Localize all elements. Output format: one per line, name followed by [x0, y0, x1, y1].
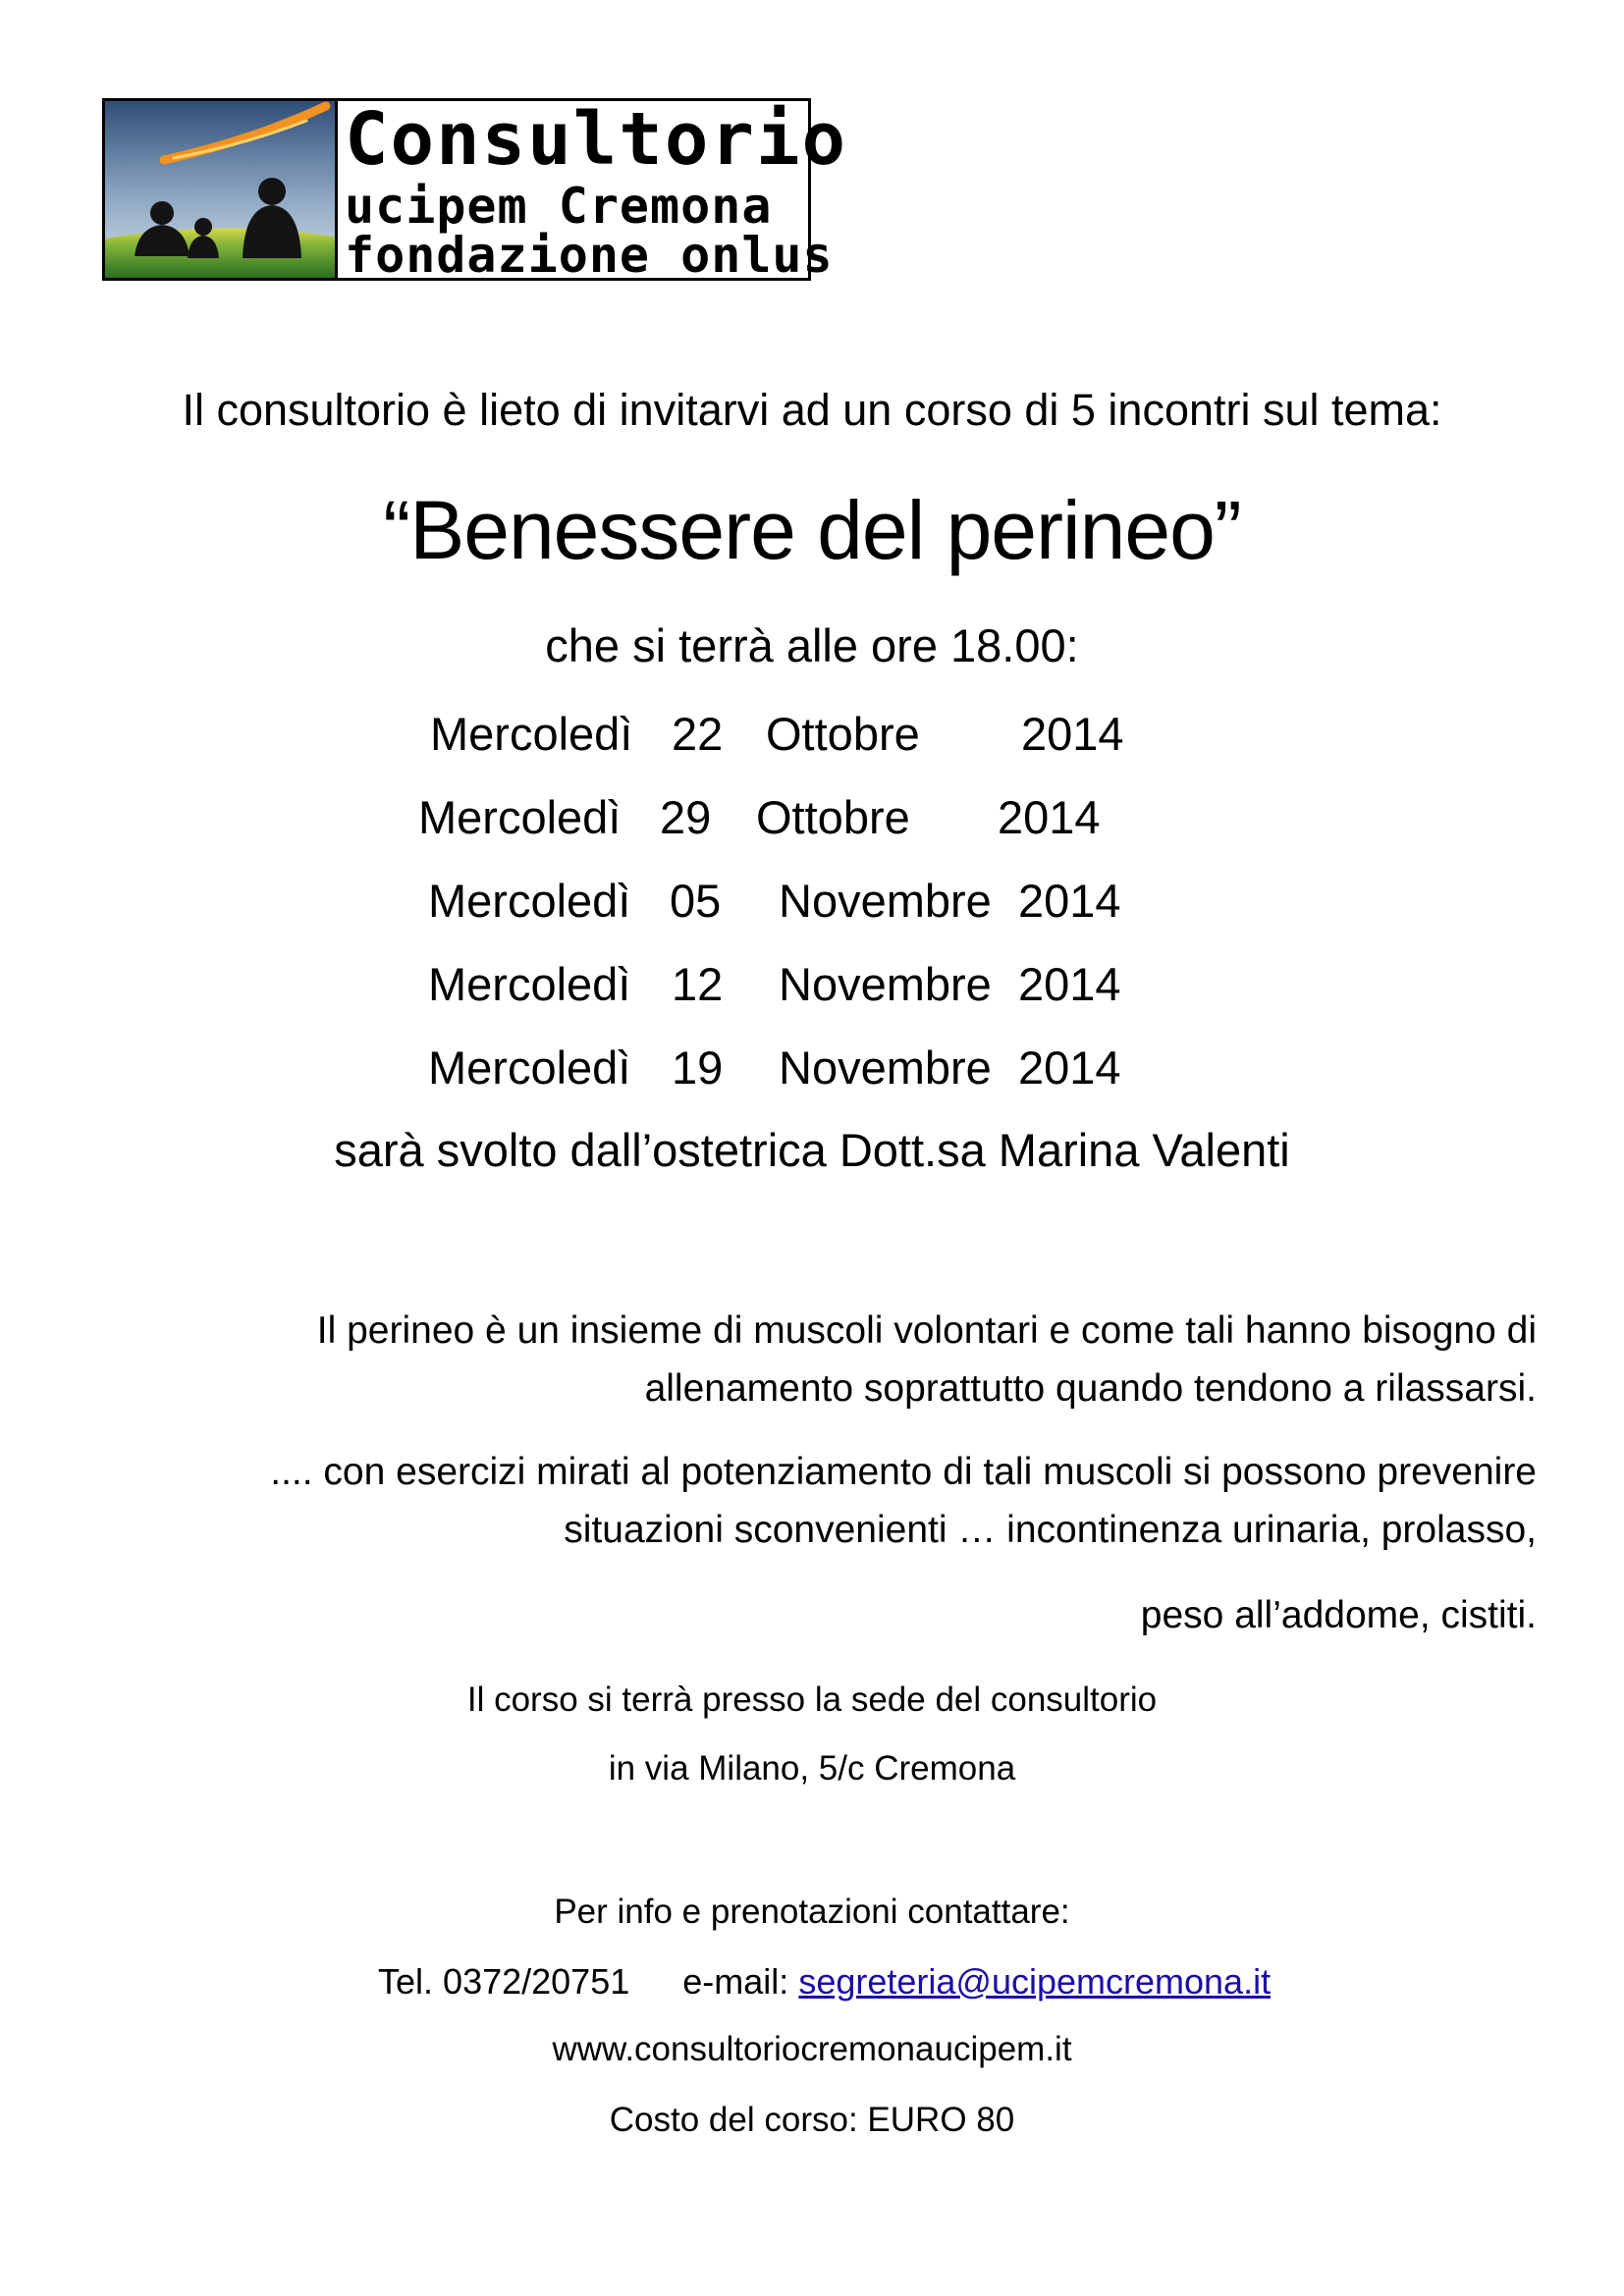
time-line: che si terrà alle ore 18.00: — [545, 619, 1079, 671]
cost-line — [0, 2101, 1624, 2140]
description-line: allenamento soprattutto quando tendono a rilassarsi. — [644, 1367, 1537, 1410]
email-link[interactable]: segreteria@ucipemcremona.it — [798, 1961, 1272, 2002]
date-month: Novembre — [779, 958, 992, 1010]
logo — [102, 97, 848, 284]
cost-label: Costo del corso: — [609, 2101, 858, 2139]
date-year: 2014 — [998, 791, 1101, 843]
logo-tagline: fondazione onlus — [345, 227, 834, 284]
description-line: .... con esercizi mirati al potenziamento di tali muscoli si possono prevenire — [270, 1451, 1537, 1493]
date-day: Mercoledì — [418, 791, 622, 843]
date-number: 22 — [672, 708, 724, 760]
date-number: 19 — [672, 1041, 724, 1094]
date-number: 12 — [672, 958, 724, 1010]
date-year: 2014 — [1018, 875, 1121, 927]
date-day: Mercoledì — [428, 958, 631, 1010]
date-year: 2014 — [1018, 958, 1121, 1010]
date-year: 2014 — [1018, 1041, 1121, 1094]
date-day: Mercoledì — [428, 875, 631, 927]
date-month: Novembre — [779, 875, 992, 927]
description-line: peso all’addome, cistiti. — [1140, 1594, 1537, 1636]
description-line: situazioni sconvenienti … incontinenza urinaria, prolasso, — [564, 1509, 1537, 1551]
date-month: Ottobre — [766, 708, 920, 760]
date-number: 05 — [670, 875, 722, 927]
tel-label: Tel. — [378, 1961, 434, 2002]
cost-value: EURO 80 — [867, 2101, 1015, 2139]
date-month: Novembre — [779, 1041, 992, 1094]
date-number: 29 — [660, 791, 712, 843]
info-heading: Per info e prenotazioni contattare: — [554, 1893, 1070, 1931]
logo-family-image — [105, 101, 338, 278]
teacher-line: sarà svolto dall’ostetrica Dott.sa Marina Valenti — [334, 1124, 1290, 1176]
course-title: “Benessere del perineo” — [383, 484, 1241, 576]
contact-line — [378, 1961, 1271, 2002]
date-day: Mercoledì — [430, 708, 633, 760]
venue-line: Il corso si terrà presso la sede del consultorio — [466, 1681, 1158, 1719]
description-line: Il perineo è un insieme di muscoli volontari e come tali hanno bisogno di — [316, 1309, 1537, 1352]
logo-subtitle: ucipem Cremona — [345, 178, 773, 235]
website-link[interactable]: www.consultoriocremonaucipem.it — [552, 2030, 1072, 2068]
email-label: e-mail: — [682, 1961, 789, 2002]
intro-text: Il consultorio è lieto di invitarvi ad un corso di 5 incontri sul tema: — [182, 385, 1442, 435]
venue-address: in via Milano, 5/c Cremona — [608, 1749, 1016, 1788]
date-month: Ottobre — [756, 791, 910, 843]
date-day: Mercoledì — [428, 1041, 631, 1094]
date-year: 2014 — [1021, 708, 1124, 760]
tel-number: 0372/20751 — [443, 1961, 630, 2002]
logo-title: Consultorio — [345, 97, 848, 182]
